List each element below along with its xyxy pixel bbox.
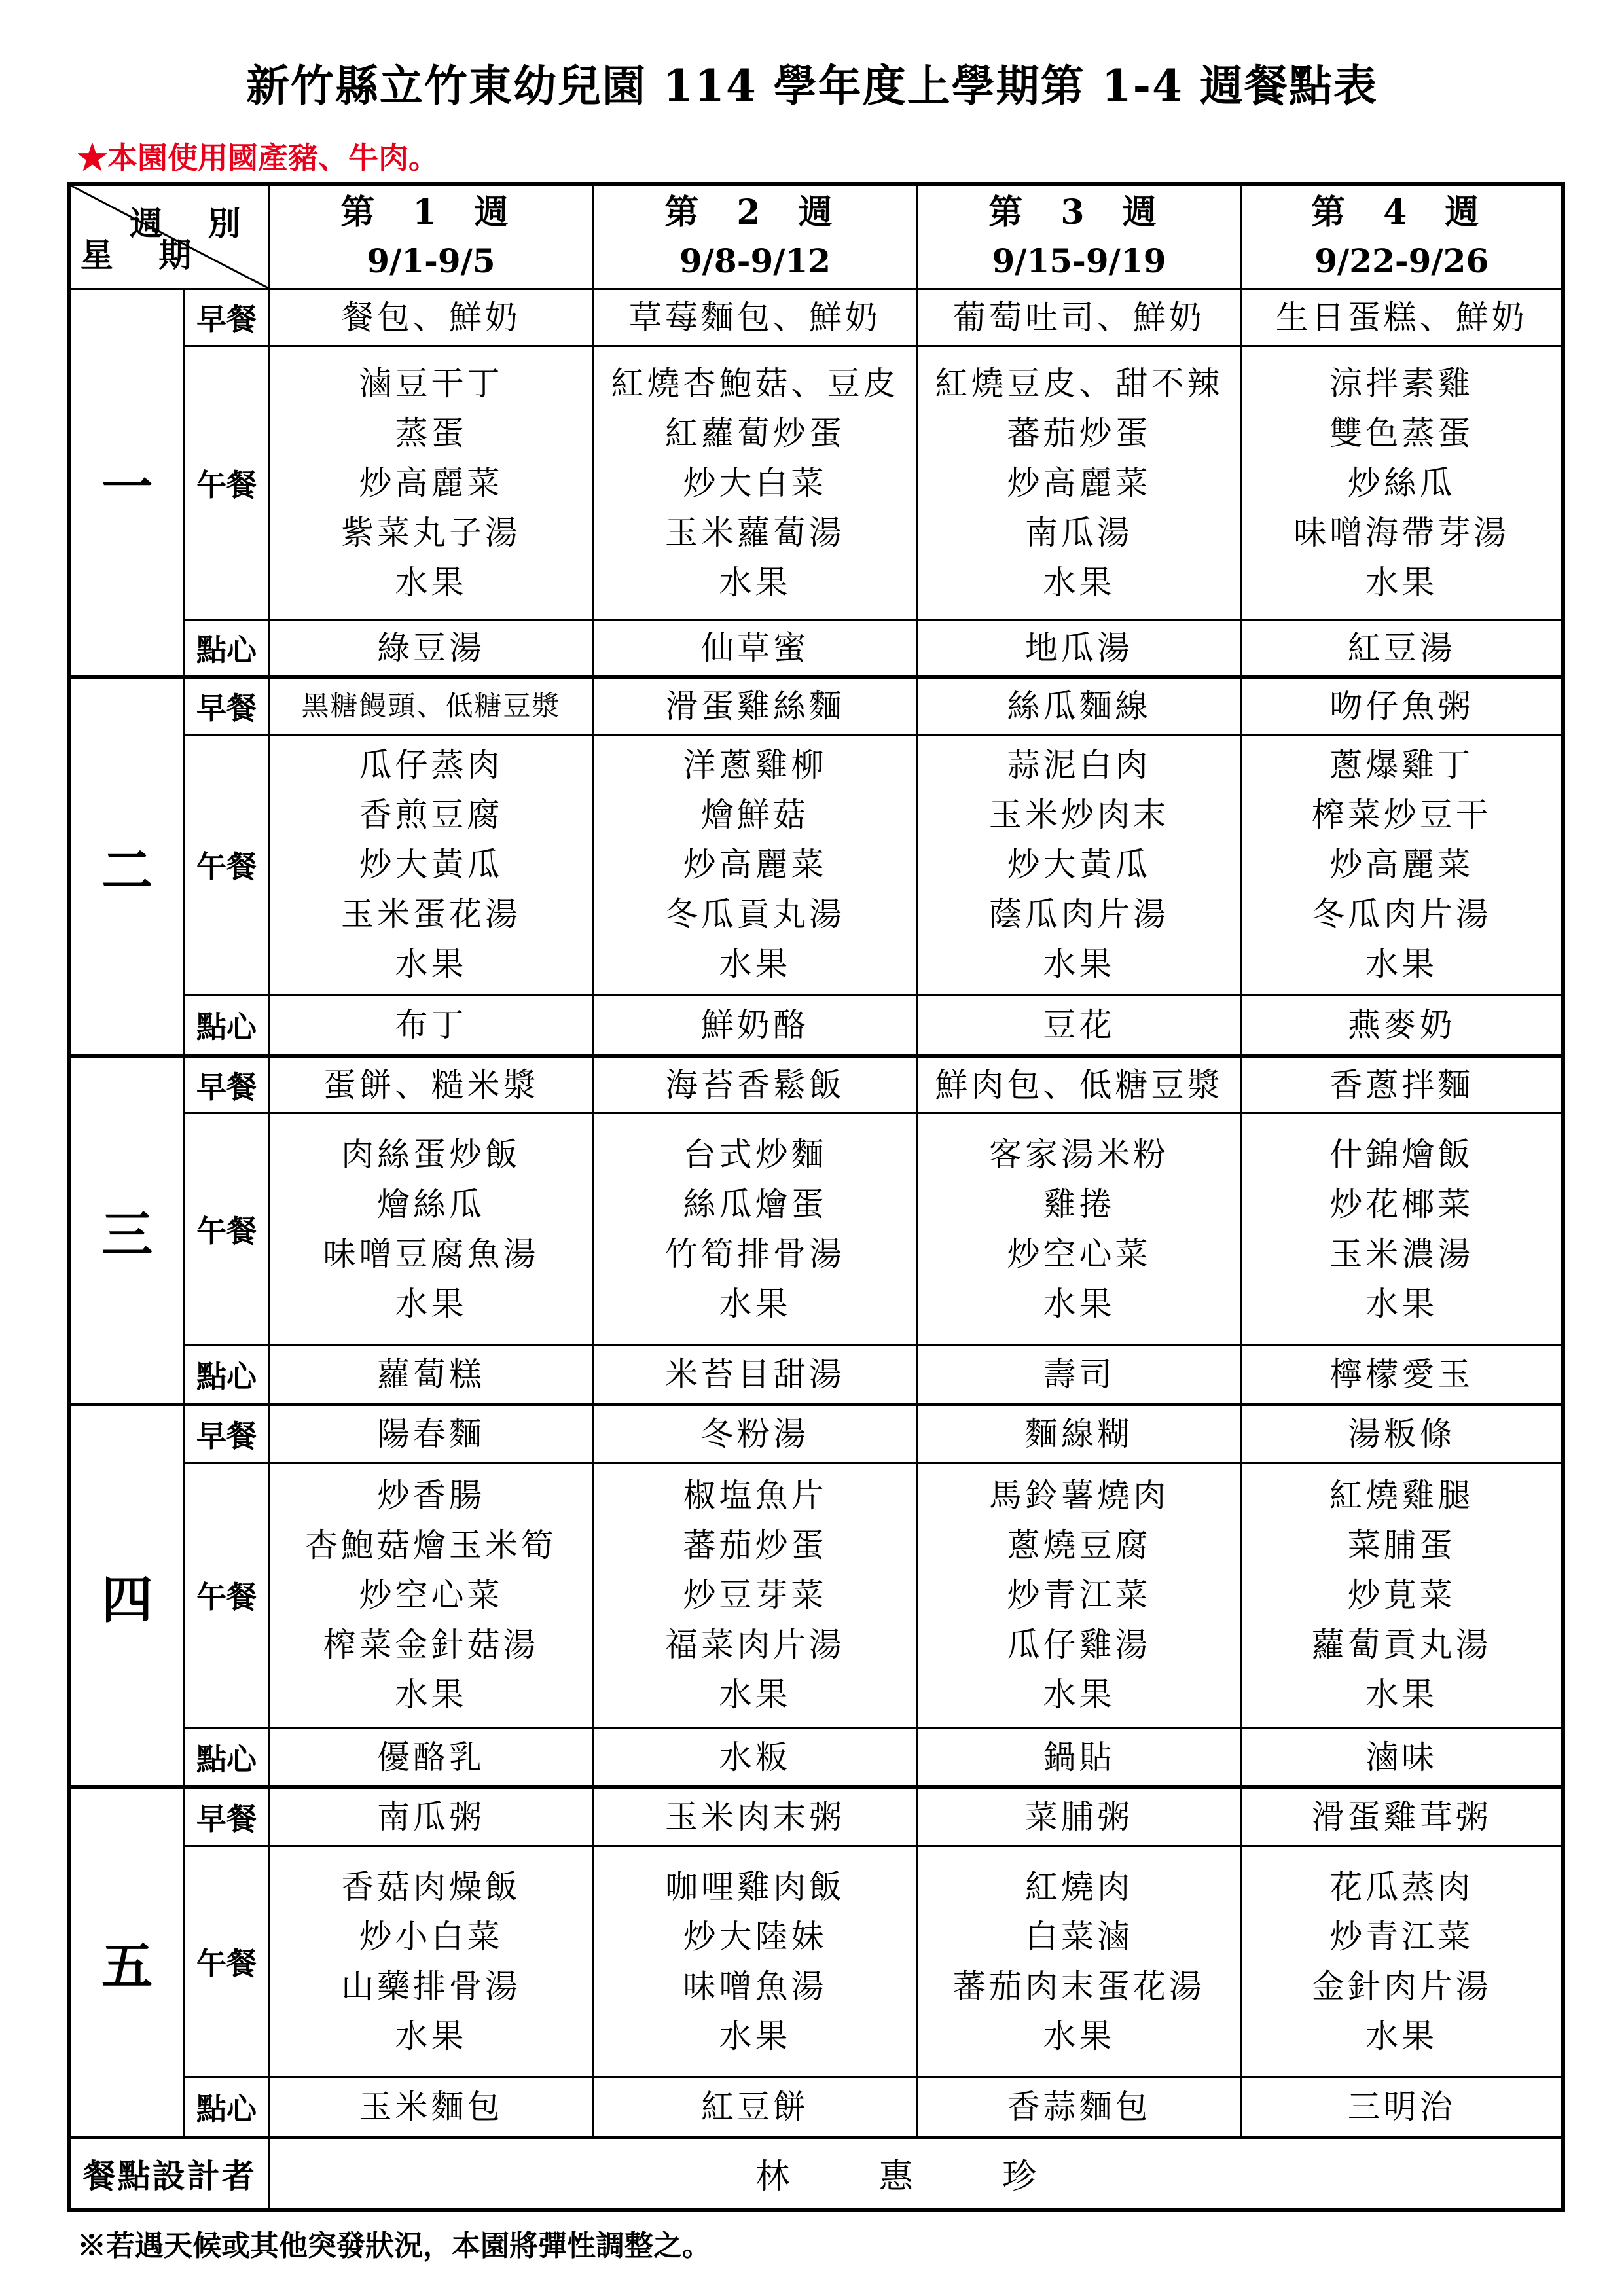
- dish: 蘿蔔糕: [377, 1355, 485, 1393]
- dish: 黑糖饅頭、低糖豆漿: [301, 689, 561, 722]
- snack-cell: [1241, 1727, 1563, 1787]
- day-axis-label: 星 期: [81, 235, 209, 274]
- dish: 水果: [719, 2017, 791, 2055]
- snack-row: [69, 995, 1563, 1056]
- lunch-cell: [593, 1463, 917, 1727]
- dish: 蕃茄肉末蛋花湯: [953, 1967, 1205, 2005]
- dish: 涼拌素雞: [1329, 365, 1474, 403]
- day-label: 一: [69, 289, 184, 677]
- dish: 竹筍排骨湯: [665, 1234, 845, 1273]
- week-dates: 9/22-9/26: [1314, 241, 1489, 280]
- dish: 山藥排骨湯: [341, 1967, 521, 2005]
- dish: 炒高麗菜: [683, 846, 827, 884]
- snack-cell: [917, 620, 1241, 677]
- dish: 玉米蘿蔔湯: [665, 514, 845, 552]
- breakfast-label: 早餐: [184, 1056, 269, 1113]
- breakfast-cell: [269, 1787, 593, 1846]
- header-row: [69, 184, 1563, 289]
- dish: 炒豆芽菜: [683, 1576, 827, 1615]
- day-label: 二: [69, 677, 184, 1056]
- dish: 水果: [395, 564, 467, 602]
- dish: 炒青江菜: [1007, 1576, 1151, 1615]
- dish: 福菜肉片湯: [665, 1626, 845, 1664]
- breakfast-row: [69, 1405, 1563, 1463]
- breakfast-row: [69, 1787, 1563, 1846]
- snack-row: [69, 2077, 1563, 2137]
- dish: 仙草蜜: [701, 629, 809, 668]
- dish: 三明治: [1347, 2087, 1456, 2126]
- dish: 南瓜湯: [1025, 514, 1133, 552]
- dish: 優酪乳: [377, 1738, 485, 1776]
- dish: 炒大白菜: [683, 464, 827, 503]
- lunch-row: [69, 734, 1563, 995]
- dish: 紅燒杏鮑菇、豆皮: [611, 365, 899, 403]
- snack-cell: [269, 995, 593, 1056]
- breakfast-label: 早餐: [184, 289, 269, 346]
- dish: 蔭瓜肉片湯: [989, 895, 1169, 934]
- lunch-cell: [269, 1113, 593, 1344]
- snack-label: 點心: [184, 620, 269, 677]
- dish: 炒大黃瓜: [359, 846, 503, 884]
- lunch-label: 午餐: [184, 1463, 269, 1727]
- dish: 榨菜炒豆干: [1311, 796, 1492, 834]
- dish: 水果: [1043, 1676, 1115, 1714]
- dish: 瓜仔蒸肉: [359, 746, 503, 785]
- dish: 炒高麗菜: [359, 464, 503, 503]
- dish: 杏鮑菇燴玉米筍: [305, 1526, 557, 1565]
- dish: 生日蛋糕、鮮奶: [1275, 298, 1528, 337]
- snack-cell: [593, 2077, 917, 2137]
- snack-label: 點心: [184, 1727, 269, 1787]
- dish: 蕃茄炒蛋: [683, 1526, 827, 1565]
- lunch-cell: [917, 1463, 1241, 1727]
- lunch-cell: [1241, 346, 1563, 620]
- snack-cell: [593, 1727, 917, 1787]
- breakfast-row: [69, 1056, 1563, 1113]
- dish: 米苔目甜湯: [665, 1355, 845, 1393]
- snack-cell: [593, 620, 917, 677]
- dish: 水果: [395, 1284, 467, 1323]
- breakfast-cell: [1241, 677, 1563, 734]
- breakfast-cell: [269, 289, 593, 346]
- dish: 蒜泥白肉: [1007, 746, 1151, 785]
- dish: 白菜滷: [1025, 1917, 1133, 1956]
- dish: 炒絲瓜: [1347, 464, 1456, 503]
- dish: 蕃茄炒蛋: [1007, 414, 1151, 453]
- lunch-label: 午餐: [184, 1846, 269, 2077]
- dish: 花瓜蒸肉: [1329, 1867, 1474, 1906]
- dish: 滷豆干丁: [359, 365, 503, 403]
- dish: 滑蛋雞絲麵: [665, 687, 845, 725]
- snack-row: [69, 1344, 1563, 1404]
- dish: 金針肉片湯: [1311, 1967, 1492, 2005]
- snack-cell: [269, 1727, 593, 1787]
- breakfast-cell: [593, 1405, 917, 1463]
- dish: 水果: [1043, 1284, 1115, 1323]
- dish: 南瓜粥: [377, 1798, 485, 1837]
- lunch-cell: [593, 1113, 917, 1344]
- dish: 水果: [1043, 564, 1115, 602]
- dish: 紅蘿蔔炒蛋: [665, 414, 845, 453]
- dish: 綠豆湯: [377, 629, 485, 668]
- snack-cell: [1241, 1344, 1563, 1404]
- lunch-cell: [593, 346, 917, 620]
- breakfast-label: 早餐: [184, 677, 269, 734]
- breakfast-cell: [593, 1056, 917, 1113]
- dish: 檸檬愛玉: [1329, 1355, 1474, 1393]
- dish: 絲瓜麵線: [1007, 687, 1151, 725]
- dish: 玉米肉末粥: [665, 1798, 845, 1837]
- dish: 水果: [395, 1676, 467, 1714]
- dish: 炒高麗菜: [1007, 464, 1151, 503]
- dish: 豆花: [1043, 1006, 1115, 1045]
- dish: 味噌魚湯: [683, 1967, 827, 2005]
- day-label: 四: [69, 1405, 184, 1787]
- snack-label: 點心: [184, 995, 269, 1056]
- week-dates: 9/8-9/12: [679, 241, 831, 280]
- dish: 雙色蒸蛋: [1329, 414, 1474, 453]
- lunch-label: 午餐: [184, 346, 269, 620]
- lunch-cell: [269, 734, 593, 995]
- header-corner-cell: [69, 184, 269, 289]
- dish: 炒小白菜: [359, 1917, 503, 1956]
- dish: 炒大黃瓜: [1007, 846, 1151, 884]
- dish: 紫菜丸子湯: [341, 514, 521, 552]
- week-name: 第 3 週: [988, 192, 1170, 232]
- dish: 紅豆湯: [1347, 629, 1456, 668]
- dish: 炒高麗菜: [1329, 846, 1474, 884]
- dish: 水果: [1365, 564, 1438, 602]
- dish: 味噌豆腐魚湯: [323, 1234, 539, 1273]
- dish: 地瓜湯: [1025, 629, 1133, 668]
- snack-cell: [593, 995, 917, 1056]
- page-title: 新竹縣立竹東幼兒園 114 學年度上學期第 1-4 週餐點表: [246, 60, 1378, 111]
- dish: 台式炒麵: [683, 1135, 827, 1174]
- dish: 洋蔥雞柳: [683, 746, 827, 785]
- dish: 紅燒豆皮、甜不辣: [935, 365, 1223, 403]
- week-axis-label: 週 別: [130, 204, 258, 243]
- week-header-1: [269, 184, 593, 289]
- dish: 水果: [719, 1676, 791, 1714]
- dish: 紅燒雞腿: [1329, 1477, 1474, 1515]
- dish: 燴鮮菇: [701, 796, 809, 834]
- dish: 麵線糊: [1025, 1415, 1133, 1454]
- breakfast-cell: [917, 1056, 1241, 1113]
- footnote: ※若遇天候或其他突發狀況，本園將彈性調整之。: [77, 2229, 711, 2263]
- breakfast-label: 早餐: [184, 1787, 269, 1846]
- lunch-cell: [593, 1846, 917, 2077]
- dish: 湯粄條: [1347, 1415, 1456, 1454]
- snack-cell: [269, 1344, 593, 1404]
- dish: 水粄: [719, 1738, 791, 1776]
- dish: 客家湯米粉: [989, 1135, 1169, 1174]
- dish: 炒空心菜: [359, 1576, 503, 1615]
- day-label: 三: [69, 1056, 184, 1405]
- lunch-label: 午餐: [184, 734, 269, 995]
- dish: 草莓麵包、鮮奶: [629, 298, 881, 337]
- snack-cell: [917, 1344, 1241, 1404]
- dish: 水果: [719, 1284, 791, 1323]
- lunch-cell: [269, 1846, 593, 2077]
- snack-cell: [1241, 620, 1563, 677]
- dish: 水果: [395, 945, 467, 984]
- dish: 菜脯蛋: [1347, 1526, 1456, 1565]
- dish: 布丁: [395, 1006, 467, 1045]
- dish: 瓜仔雞湯: [1007, 1626, 1151, 1664]
- snack-cell: [269, 620, 593, 677]
- lunch-row: [69, 1113, 1563, 1344]
- snack-row: [69, 1727, 1563, 1787]
- dish: 紅豆餅: [701, 2087, 809, 2126]
- week-dates: 9/15-9/19: [992, 241, 1166, 280]
- dish: 鮮肉包、低糖豆漿: [935, 1066, 1223, 1104]
- dish: 玉米蛋花湯: [341, 895, 521, 934]
- dish: 海苔香鬆飯: [665, 1066, 845, 1104]
- breakfast-cell: [917, 677, 1241, 734]
- lunch-label: 午餐: [184, 1113, 269, 1344]
- dish: 水果: [1043, 945, 1115, 984]
- breakfast-row: [69, 677, 1563, 734]
- dish: 蒸蛋: [395, 414, 467, 453]
- lunch-cell: [917, 734, 1241, 995]
- lunch-cell: [593, 734, 917, 995]
- dish: 蛋餅、糙米漿: [323, 1066, 539, 1104]
- dish: 雞捲: [1043, 1185, 1115, 1223]
- dish: 冬粉湯: [701, 1415, 809, 1454]
- breakfast-cell: [1241, 289, 1563, 346]
- meal-table: [67, 182, 1565, 2212]
- dish: 香蔥拌麵: [1329, 1066, 1474, 1104]
- dish: 玉米濃湯: [1329, 1234, 1474, 1273]
- lunch-cell: [1241, 1113, 1563, 1344]
- dish: 鍋貼: [1043, 1738, 1115, 1776]
- dish: 紅燒肉: [1025, 1867, 1133, 1906]
- breakfast-cell: [917, 1787, 1241, 1846]
- dish: 水果: [1365, 945, 1438, 984]
- dish: 燕麥奶: [1347, 1006, 1456, 1045]
- dish: 香煎豆腐: [359, 796, 503, 834]
- dish: 葡萄吐司、鮮奶: [953, 298, 1205, 337]
- dish: 什錦燴飯: [1329, 1135, 1474, 1174]
- dish: 炒青江菜: [1329, 1917, 1474, 1956]
- week-name: 第 1 週: [340, 192, 522, 232]
- origin-note: ★本園使用國產豬、牛肉。: [77, 140, 439, 175]
- dish: 炒花椰菜: [1329, 1185, 1474, 1223]
- lunch-cell: [1241, 1463, 1563, 1727]
- dish: 冬瓜貢丸湯: [665, 895, 845, 934]
- dish: 水果: [1365, 2017, 1438, 2055]
- dish: 水果: [719, 564, 791, 602]
- dish: 蘿蔔貢丸湯: [1311, 1626, 1492, 1664]
- dish: 吻仔魚粥: [1329, 687, 1474, 725]
- breakfast-cell: [269, 677, 593, 734]
- dish: 水果: [719, 945, 791, 984]
- lunch-cell: [269, 346, 593, 620]
- breakfast-cell: [917, 289, 1241, 346]
- breakfast-row: [69, 289, 1563, 346]
- dish: 香蒜麵包: [1007, 2087, 1151, 2126]
- dish: 炒香腸: [377, 1477, 485, 1515]
- week-dates: 9/1-9/5: [367, 241, 496, 280]
- dish: 燴絲瓜: [377, 1185, 485, 1223]
- designer-row: [69, 2137, 1563, 2210]
- dish: 玉米麵包: [359, 2087, 503, 2126]
- dish: 陽春麵: [377, 1415, 485, 1454]
- dish: 咖哩雞肉飯: [665, 1867, 845, 1906]
- snack-cell: [1241, 2077, 1563, 2137]
- dish: 馬鈴薯燒肉: [989, 1477, 1169, 1515]
- week-header-4: [1241, 184, 1563, 289]
- dish: 香菇肉燥飯: [341, 1867, 521, 1906]
- day-label: 五: [69, 1787, 184, 2137]
- snack-label: 點心: [184, 1344, 269, 1404]
- dish: 炒大陸妹: [683, 1917, 827, 1956]
- designer-label: 餐點設計者: [69, 2137, 269, 2210]
- dish: 水果: [395, 2017, 467, 2055]
- breakfast-cell: [1241, 1405, 1563, 1463]
- breakfast-cell: [917, 1405, 1241, 1463]
- dish: 肉絲蛋炒飯: [341, 1135, 521, 1174]
- dish: 鮮奶酪: [701, 1006, 809, 1045]
- week-header-3: [917, 184, 1241, 289]
- lunch-row: [69, 1846, 1563, 2077]
- lunch-cell: [917, 1846, 1241, 2077]
- lunch-row: [69, 1463, 1563, 1727]
- lunch-cell: [917, 1113, 1241, 1344]
- week-name: 第 2 週: [664, 192, 846, 232]
- dish: 蔥爆雞丁: [1329, 746, 1474, 785]
- breakfast-cell: [269, 1405, 593, 1463]
- lunch-cell: [1241, 1846, 1563, 2077]
- breakfast-cell: [593, 677, 917, 734]
- week-name: 第 4 週: [1311, 192, 1492, 232]
- lunch-cell: [269, 1463, 593, 1727]
- breakfast-cell: [269, 1056, 593, 1113]
- dish: 椒塩魚片: [683, 1477, 827, 1515]
- snack-cell: [269, 2077, 593, 2137]
- dish: 水果: [1043, 2017, 1115, 2055]
- dish: 水果: [1365, 1676, 1438, 1714]
- dish: 榨菜金針菇湯: [323, 1626, 539, 1664]
- dish: 冬瓜肉片湯: [1311, 895, 1492, 934]
- dish: 餐包、鮮奶: [341, 298, 521, 337]
- snack-cell: [917, 995, 1241, 1056]
- lunch-cell: [917, 346, 1241, 620]
- lunch-cell: [1241, 734, 1563, 995]
- dish: 絲瓜燴蛋: [683, 1185, 827, 1223]
- dish: 滑蛋雞茸粥: [1311, 1798, 1492, 1837]
- breakfast-cell: [593, 289, 917, 346]
- breakfast-cell: [593, 1787, 917, 1846]
- snack-cell: [917, 1727, 1241, 1787]
- snack-cell: [917, 2077, 1241, 2137]
- breakfast-cell: [1241, 1787, 1563, 1846]
- snack-label: 點心: [184, 2077, 269, 2137]
- snack-row: [69, 620, 1563, 677]
- breakfast-label: 早餐: [184, 1405, 269, 1463]
- dish: 炒莧菜: [1347, 1576, 1456, 1615]
- snack-cell: [593, 1344, 917, 1404]
- designer-name: 林 惠 珍: [269, 2137, 1563, 2210]
- dish: 味噌海帶芽湯: [1293, 514, 1510, 552]
- breakfast-cell: [1241, 1056, 1563, 1113]
- dish: 菜脯粥: [1025, 1798, 1133, 1837]
- dish: 炒空心菜: [1007, 1234, 1151, 1273]
- week-header-2: [593, 184, 917, 289]
- dish: 壽司: [1043, 1355, 1115, 1393]
- dish: 水果: [1365, 1284, 1438, 1323]
- lunch-row: [69, 346, 1563, 620]
- snack-cell: [1241, 995, 1563, 1056]
- dish: 蔥燒豆腐: [1007, 1526, 1151, 1565]
- dish: 玉米炒肉末: [989, 796, 1169, 834]
- dish: 滷味: [1365, 1738, 1438, 1776]
